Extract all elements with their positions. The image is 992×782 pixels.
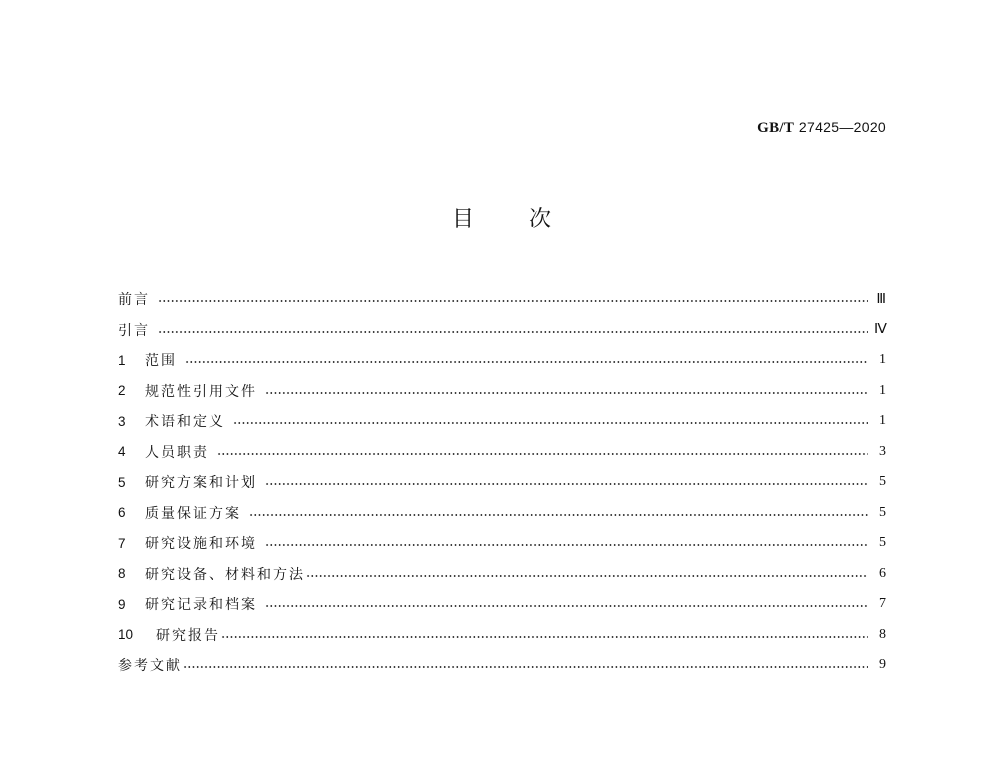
dot-leader: [183, 666, 868, 668]
toc-entry-number: 10: [118, 627, 134, 643]
toc-entry-number: 2: [118, 383, 126, 399]
dot-leader: [306, 575, 868, 577]
standard-prefix: GB/T: [757, 120, 795, 136]
toc-entry-introduction[interactable]: [118, 315, 886, 346]
toc-entry-title: 人员职责: [145, 444, 209, 461]
toc-entry-number: 3: [118, 413, 126, 429]
toc-entry-title: 引言: [118, 322, 150, 339]
dot-leader: [265, 392, 868, 394]
toc-entry-foreword[interactable]: [118, 284, 886, 315]
toc-entry-9[interactable]: [118, 589, 886, 620]
toc-entry-page: 1: [879, 352, 886, 368]
toc-entry-title: 研究报告: [156, 627, 220, 644]
dot-leader: [265, 544, 868, 546]
toc-entry-title: 参考文献: [118, 658, 182, 675]
toc-entry-2[interactable]: [118, 376, 886, 407]
toc-entry-number: 8: [118, 566, 126, 582]
page-title-char-1: 目: [452, 207, 475, 232]
toc-entry-6[interactable]: [118, 498, 886, 529]
toc-entry-title: 术语和定义: [145, 414, 225, 431]
toc-entry-page: 9: [879, 657, 886, 673]
toc-entry-bibliography[interactable]: [118, 650, 886, 681]
toc-entry-8[interactable]: [118, 559, 886, 590]
toc-entry-page: 3: [879, 443, 886, 459]
dot-leader: [217, 453, 868, 455]
toc-entry-page: 5: [879, 504, 886, 520]
toc-entry-page: Ⅳ: [874, 322, 887, 338]
dot-leader: [221, 636, 868, 638]
toc-entry-title: 研究设备、材料和方法: [145, 566, 305, 583]
toc-entry-number: 9: [118, 596, 126, 612]
page-title-char-2: 次: [529, 207, 552, 232]
toc-entry-5[interactable]: [118, 467, 886, 498]
toc-entry-title: 研究记录和档案: [145, 597, 257, 614]
dot-leader: [158, 331, 868, 333]
toc-entry-4[interactable]: [118, 437, 886, 468]
toc-entry-number: 6: [118, 505, 126, 521]
toc-entry-10[interactable]: [118, 620, 886, 651]
dot-leader: [158, 300, 868, 302]
table-of-contents: [118, 284, 886, 681]
toc-entry-page: 7: [879, 596, 886, 612]
toc-entry-page: 1: [879, 413, 886, 429]
standard-number: 27425—2020: [798, 119, 886, 135]
toc-entry-title: 范围: [145, 353, 177, 370]
toc-entry-title: 研究方案和计划: [145, 475, 257, 492]
toc-entry-number: 4: [118, 444, 126, 460]
toc-entry-1[interactable]: [118, 345, 886, 376]
toc-entry-number: 1: [118, 352, 126, 368]
page-title: [452, 203, 562, 237]
toc-entry-3[interactable]: [118, 406, 886, 437]
dot-leader: [265, 483, 868, 485]
dot-leader: [233, 422, 868, 424]
toc-entry-page: 1: [879, 382, 886, 398]
toc-entry-7[interactable]: [118, 528, 886, 559]
toc-entry-page: 8: [879, 626, 886, 642]
toc-entry-title: 规范性引用文件: [145, 383, 257, 400]
dot-leader: [265, 605, 868, 607]
toc-entry-number: 5: [118, 474, 126, 490]
dot-leader: [249, 514, 868, 516]
toc-entry-page: 5: [879, 474, 886, 490]
toc-entry-title: 前言: [118, 292, 150, 309]
standard-code: [757, 119, 886, 137]
toc-entry-page: Ⅲ: [876, 291, 886, 307]
toc-entry-title: 研究设施和环境: [145, 536, 257, 553]
dot-leader: [185, 361, 868, 363]
toc-entry-number: 7: [118, 535, 126, 551]
toc-entry-title: 质量保证方案: [145, 505, 241, 522]
toc-entry-page: 5: [879, 535, 886, 551]
toc-entry-page: 6: [879, 565, 886, 581]
